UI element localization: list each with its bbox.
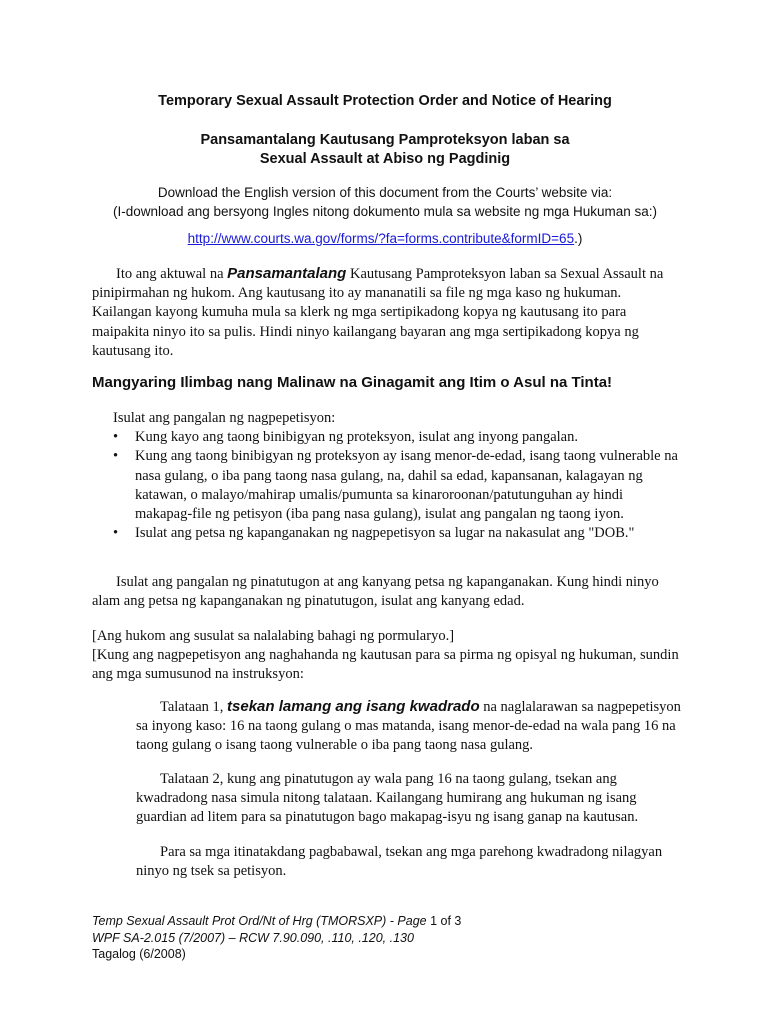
list-intro: Isulat ang pangalan ng nagpepetisyon: (113, 410, 336, 426)
section-3-instructions (136, 843, 684, 881)
section-1-emphasis: tsekan lamang ang isang kwadrado (227, 698, 480, 715)
footer-language: Tagalog (6/2008) (92, 947, 186, 961)
footer-line-1 (92, 913, 592, 930)
footer-form-title: Temp Sexual Assault Prot Ord/Nt of Hrg (TMORSXP) - Page (92, 914, 431, 928)
section-1-instructions (136, 697, 684, 756)
courts-form-link[interactable]: http://www.courts.wa.gov/forms/?fa=forms.contribute&formID=65 (187, 231, 575, 246)
section-2-text: Talataan 2, kung ang pinatutugon ay wala pang 16 na taong gulang, tsekan ang kwadradong nasa simula nitong talataan. Kailangang humirang ang hukuman ng isang guardian ad litem para sa pinatutugon bago makapag-isyu ng isang ganap na kautusan. (136, 771, 639, 826)
page-footer (92, 913, 592, 963)
court-note: [Ang hukom ang susulat sa nalalabing bahagi ng pormularyo.] (92, 628, 455, 644)
bullet-icon: • (113, 525, 119, 542)
list-item (113, 428, 683, 447)
bullet-icon: • (113, 448, 119, 465)
respondent-text: Isulat ang pangalan ng pinatutugon at ang kanyang petsa ng kapanganakan. Kung hindi ninyo alam ang petsa ng kapanganakan ng pinatutugon, isulat ang kanyang edad. (92, 574, 659, 610)
section-2-instructions (136, 770, 684, 828)
section-heading: Mangyaring Ilimbag nang Malinaw na Ginagamit ang Itim o Asul na Tinta! (92, 374, 613, 391)
footer-form-code: WPF SA-2.015 (7/2007) – RCW 7.90.090, .110, .120, .130 (92, 930, 414, 945)
intro-after: Kautusang Pamproteksyon laban sa Sexual Assault na pinipirmahan ng hukom. Ang kautusang ito ay mananatili sa file ng mga kaso ng hukuman. Kailangan kayong kumuha mula sa klerk ng mga sertipikadong kopya ng kautusang ito para maipakita ninyo ito sa pulis. Hindi ninyo kailangang bayaran ang mga sertipikadong kopya ng kautusang ito. (92, 266, 664, 359)
list-item-text: Kung ang taong binibigyan ng proteksyon ay isang menor-de-edad, isang taong vulnerable na nasa gulang, o iba pang taong nasa gulang, na, dahil sa edad, kapansanan, kalagayan ng katawan, o malayo/mahirap umalis/pumunta sa kinaroroonan/patutunguhan ay hindi makapag-file ng petisyon (iba pang nasa gulang), isulat ang pangalan ng taong iyon. (135, 448, 678, 523)
footer-page-number: 1 (430, 914, 438, 928)
list-item (113, 524, 683, 543)
download-tagalog-text: (I-download ang bersyong Ingles nitong dokumento mula sa website ng mga Hukuman sa:) (112, 204, 658, 219)
respondent-paragraph (92, 573, 682, 611)
intro-emphasis: Pansamantalang (227, 265, 347, 282)
link-suffix: .) (574, 231, 583, 246)
petitioner-instructions (113, 409, 683, 543)
bullet-icon: • (113, 429, 119, 446)
download-link-line (0, 231, 770, 246)
footer-page-total: of 3 (437, 914, 462, 928)
section-3-text: Para sa mga itinatakdang pagbabawal, tsekan ang mga parehong kwadradong nilagyan ninyo ng tsek sa petisyon. (136, 844, 663, 880)
download-english-text: Download the English version of this document from the Courts’ website via: (157, 185, 613, 200)
subtitle-line-1: Pansamantalang Kautusang Pamproteksyon laban sa (200, 132, 570, 148)
list-item-text: Isulat ang petsa ng kapanganakan ng nagpepetisyon sa lugar na nakasulat ang "DOB." (135, 525, 635, 542)
intro-before: Ito ang aktuwal na (116, 266, 228, 282)
section-1-after: na naglalarawan sa nagpepetisyon sa inyong kaso: 16 na taong gulang o mas matanda, isang menor-de-edad na wala pang 16 na taong gulang o isang taong vulnerable o iba pang taong nasa gulang. (136, 699, 681, 754)
intro-paragraph (92, 264, 682, 361)
list-item-text: Kung kayo ang taong binibigyan ng proteksyon, isulat ang inyong pangalan. (135, 429, 578, 446)
petition-note: [Kung ang nagpepetisyon ang naghahanda ng kautusan para sa pirma ng opisyal ng hukuman, sundin ang mga sumusunod na instruksyon: (92, 647, 679, 683)
bracket-notes (92, 627, 682, 685)
download-notice (0, 183, 770, 221)
document-subtitle (0, 131, 770, 169)
document-title: Temporary Sexual Assault Protection Order and Notice of Hearing (158, 93, 612, 109)
section-1-before: Talataan 1, (160, 699, 228, 715)
list-item (113, 447, 683, 524)
subtitle-line-2: Sexual Assault at Abiso ng Pagdinig (259, 151, 511, 167)
